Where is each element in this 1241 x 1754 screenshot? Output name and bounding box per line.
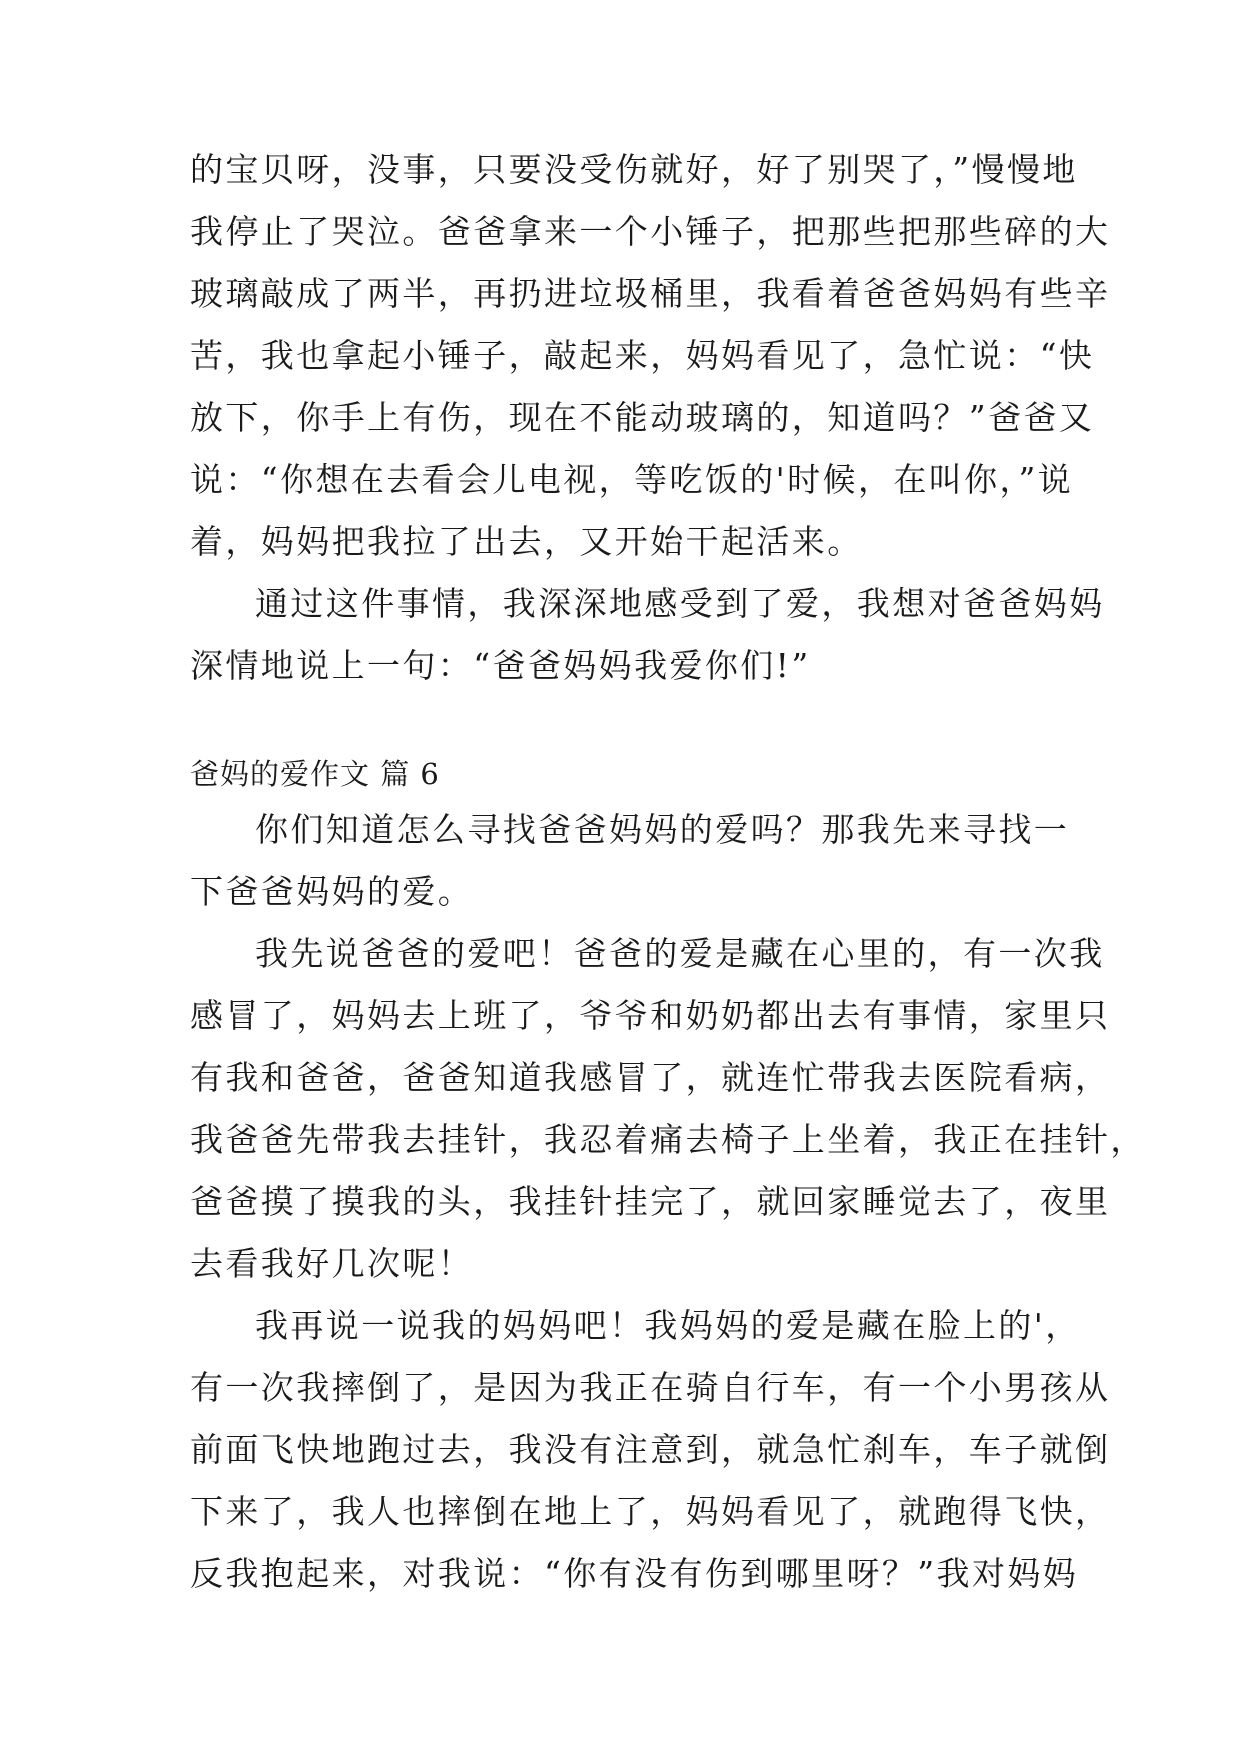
paragraph-line: 我再说一说我的妈妈吧！我妈妈的爱是藏在脸上的'，	[255, 1306, 1081, 1345]
paragraph-line: 爸爸摸了摸我的头，我挂针挂完了，就回家睡觉去了，夜里	[190, 1182, 1111, 1221]
paragraph-line: 感冒了，妈妈去上班了，爷爷和奶奶都出去有事情，家里只	[190, 996, 1111, 1035]
section-heading: 爸妈的爱作文 篇 6	[190, 757, 440, 791]
paragraph-line: 我爸爸先带我去挂针，我忍着痛去椅子上坐着，我正在挂针，	[190, 1120, 1146, 1159]
paragraph-line: 去看我好几次呢！	[190, 1244, 474, 1283]
paragraph-line: 放下，你手上有伤，现在不能动玻璃的，知道吗？”爸爸又	[190, 398, 1095, 437]
paragraph-line: 下来了，我人也摔倒在地上了，妈妈看见了，就跑得飞快，	[190, 1492, 1111, 1531]
paragraph-line: 苦，我也拿起小锤子，敲起来，妈妈看见了，急忙说：“快	[190, 336, 1095, 375]
paragraph-line: 我停止了哭泣。爸爸拿来一个小锤子，把那些把那些碎的大	[190, 212, 1111, 251]
paragraph-line: 你们知道怎么寻找爸爸妈妈的爱吗？那我先来寻找一	[255, 810, 1070, 849]
paragraph-line: 通过这件事情，我深深地感受到了爱，我想对爸爸妈妈	[255, 584, 1105, 623]
paragraph-line: 我先说爸爸的爱吧！爸爸的爱是藏在心里的，有一次我	[255, 934, 1105, 973]
paragraph-line: 有我和爸爸，爸爸知道我感冒了，就连忙带我去医院看病，	[190, 1058, 1111, 1097]
paragraph-line: 的宝贝呀，没事，只要没受伤就好，好了别哭了，”慢慢地	[190, 150, 1078, 189]
paragraph-line: 下爸爸妈妈的爱。	[190, 872, 474, 911]
paragraph-line: 前面飞快地跑过去，我没有注意到，就急忙刹车，车子就倒	[190, 1430, 1111, 1469]
paragraph-line: 深情地说上一句：“爸爸妈妈我爱你们!”	[190, 646, 811, 685]
paragraph-line: 说：“你想在去看会儿电视，等吃饭的'时候，在叫你，”说	[190, 460, 1074, 499]
paragraph-line: 反我抱起来，对我说：“你有没有伤到哪里呀？”我对妈妈	[190, 1554, 1079, 1593]
paragraph-line: 有一次我摔倒了，是因为我正在骑自行车，有一个小男孩从	[190, 1368, 1111, 1407]
paragraph-line: 玻璃敲成了两半，再扔进垃圾桶里，我看着爸爸妈妈有些辛	[190, 274, 1111, 313]
paragraph-line: 着，妈妈把我拉了出去，又开始干起活来。	[190, 522, 863, 561]
